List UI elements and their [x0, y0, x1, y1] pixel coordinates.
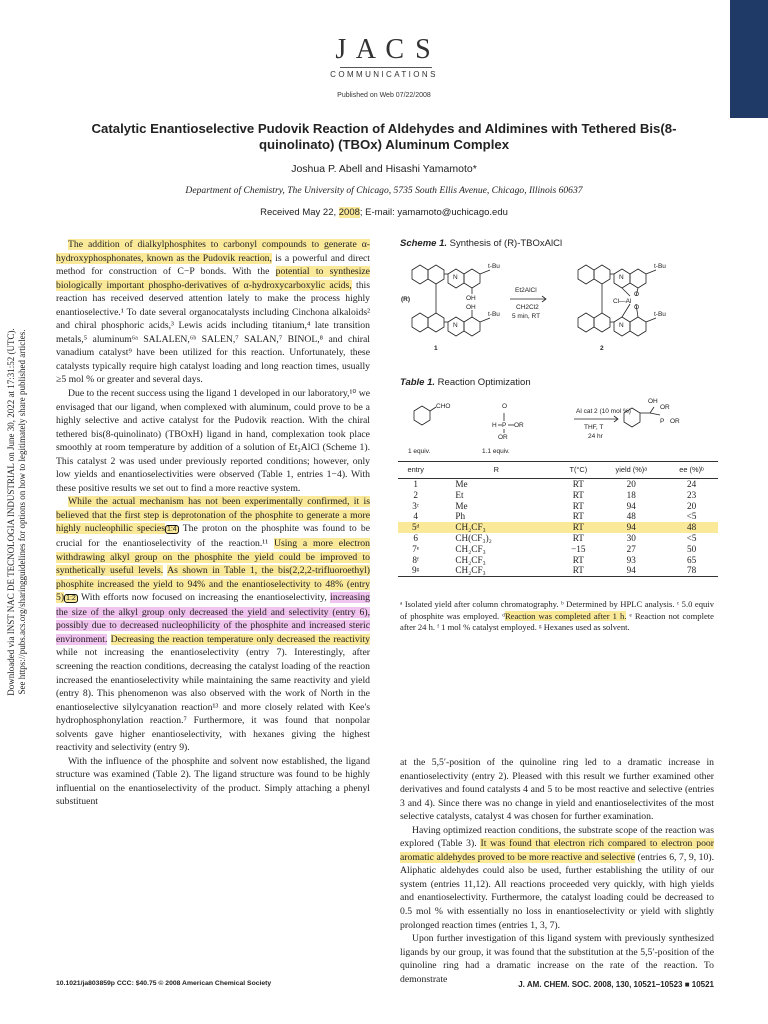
reagent-conditions: 5 min, RT	[512, 313, 541, 320]
cell-r: CH₂CF₃	[455, 554, 486, 565]
highlight-electron-rich: It was found that electron rich compared to electron poor aromatic aldehydes proved to be more reactive and selective	[400, 838, 714, 863]
highlight-intro: The addition of dialkylphosphites to carbonyl compounds to generate α-hydroxyphosphonates, known as the Pudovik reaction,	[56, 239, 370, 264]
annotation-ref-1[interactable]: 1:4	[166, 526, 177, 534]
solvent-conditions: THF, T	[584, 424, 604, 431]
download-notice-line2: See https://pubs.acs.org/sharingguidelines for options on how to legitimately share published articles.	[17, 329, 27, 695]
article-authors: Joshua P. Abell and Hisashi Yamamoto*	[291, 163, 477, 175]
footnote-text: ᵃ Isolated yield after column chromatography. ᵇ Determined by HPLC analysis. ᶜ 5.0 equiv of phosphite was employed. ᵈ	[400, 599, 714, 621]
tbu-label: t-Bu	[488, 311, 500, 318]
text-span: With efforts now focused on increasing the enantioselectivity,	[77, 592, 331, 604]
table-label: Table 1.	[400, 377, 436, 388]
col-yield: yield (%)ᵃ	[597, 462, 665, 479]
p-label: P	[502, 422, 507, 429]
or-label: OR	[498, 434, 508, 441]
download-notice	[2, 292, 32, 732]
paragraph-ligand-structure: With the influence of the phosphite and solvent now established, the ligand structure was examined (Table 2). The ligand structure was found to be highly influential on the enantioselectivity of the product. Simply attaching a phenyl substituent	[56, 755, 370, 808]
cell-r: CH₂CF₃	[433, 522, 559, 533]
cell-yield: 94	[597, 522, 665, 533]
highlight-electron: Using a more electron withdrawing alkyl group on the phosphite the yield could be improved to synthetically useful levels.	[56, 538, 370, 577]
highlight-potential: potential to synthesize biologically important phospho-derivatives of α-hydroxycarboxylic acids,	[56, 266, 370, 291]
cell-yield: 48	[626, 511, 636, 522]
n-label: N	[619, 274, 624, 281]
cell-ee: 65	[686, 554, 697, 565]
reaction-scheme	[398, 393, 718, 455]
cell-yield: 18	[626, 489, 636, 500]
right-column	[400, 756, 714, 986]
table-row	[398, 501, 718, 512]
scheme-title: Synthesis of (R)-TBOxAlCl	[447, 238, 563, 249]
paragraph-intro	[56, 238, 370, 387]
text-span: (entries 6, 7, 9, 10). Aliphatic aldehydes could also be used, further establishing the utility of our system (entries 11,12). All reactions proceeded very quickly, with high yields and enantioselectivity. Furthermore, the catalyst loading could be decreased to 0.5 mol % with essentially no loss in enantioselectivity or yield with slightly prolonged reaction times (entries 1, 3, 7).	[400, 851, 715, 931]
tbu-label: t-Bu	[654, 311, 666, 318]
product-or: OR	[660, 404, 670, 411]
footnote-text: ᵉ Reaction not complete after 24 h. ᶠ 1 mol % catalyst employed. ᵍ Hexanes used as solvent.	[400, 610, 714, 633]
paragraph-substrate-scope	[400, 824, 714, 932]
footer-doi: 10.1021/ja803859p CCC: $40.75 © 2008 American Chemical Society	[56, 980, 272, 987]
cell-ee: 20	[686, 500, 697, 511]
n-label: N	[619, 322, 624, 329]
col-ee: ee (%)ᵇ	[665, 462, 718, 479]
cell-yield: 27	[626, 543, 636, 554]
h-label: H	[492, 422, 497, 429]
download-notice-line1: Downloaded via INST NAC DE TECNOLOGIA INDUSTRIAL on June 30, 2022 at 17:31:52 (UTC).	[6, 328, 16, 696]
highlight-mechanism: While the actual mechanism has not been experimentally confirmed, it is believed that the first step is deprotonation of the phosphite to generate a more highly nucleophilic species	[56, 496, 370, 535]
publication-date: Published on Web 07/22/2008	[337, 92, 431, 99]
table-footnotes	[400, 599, 714, 634]
cell-t: RT	[572, 479, 584, 489]
o-label: O	[634, 304, 640, 311]
cell-entry: 9ᵍ	[398, 565, 433, 576]
tbu-label: t-Bu	[654, 263, 666, 270]
cell-t: RT	[572, 554, 584, 565]
paragraph-further-investigation: Upon further investigation of this ligand system with previously synthesized ligands by our group, it was found that the substitution at the 5,5′-position of the quinoline ring had a dramatic increase on the rate of the reaction. To demonstrate	[400, 933, 714, 985]
tbu-label: t-Bu	[488, 263, 500, 270]
footer-citation: J. AM. CHEM. SOC. 2008, 130, 10521–10523 ■ 10521	[518, 980, 714, 989]
product-or: OR	[670, 418, 680, 425]
table-row	[398, 544, 718, 555]
oh-label: OH	[466, 304, 476, 311]
cell-entry: 4	[413, 511, 418, 522]
article-affiliation: Department of Chemistry, The University of Chicago, 5735 South Ellis Avenue, Chicago, Illinois 60637	[185, 185, 583, 196]
scheme-1-structure	[398, 252, 718, 362]
optimization-table	[398, 461, 718, 577]
n-label: N	[453, 322, 458, 329]
cho-label: CHO	[436, 403, 451, 410]
cell-t: RT	[572, 532, 584, 543]
article-title: Catalytic Enantioselective Pudovik Reaction of Aldehydes and Aldimines with Tethered Bis(8-quinolinato) (TBOx) Aluminum Complex	[91, 121, 677, 152]
catalyst-conditions: Al cat 2 (10 mol %)	[576, 408, 631, 415]
received-prefix: Received May 22,	[260, 207, 339, 218]
table-title: Reaction Optimization	[435, 377, 531, 388]
cell-t: RT	[559, 565, 597, 576]
received-email: ; E-mail: yamamoto@uchicago.edu	[359, 207, 508, 218]
cell-ee: 48	[665, 522, 718, 533]
table-header-row	[398, 462, 718, 479]
cell-entry: 1	[413, 479, 418, 489]
equiv-aldehyde: 1 equiv.	[408, 448, 431, 455]
or-label: OR	[514, 422, 524, 429]
cell-entry: 5ᵈ	[398, 522, 433, 533]
reagent-et2alcl: Et2AlCl	[515, 287, 537, 294]
table-row	[398, 511, 718, 522]
paragraph-ligand: Due to the recent success using the ligand 1 developed in our laboratory,¹⁰ we envisaged that our ligand, when complexed with aluminum, could prove to be a highly selective and active catalyst for the Pudovik reaction. With the chiral tethered bis(8-quinolinato) (TBOxH) ligand in hand, complexation took place smoothly at room temperature by addition of a solution of Et₂AlCl (Scheme 1). This catalyst 2 was used under previously reported conditions; however, only low yields and enantioselectivities were observed (Table 1, entries 1−4). With these positive results we set out to find a more reactive system.	[56, 388, 370, 494]
cell-ee: 78	[665, 565, 718, 576]
col-entry: entry	[398, 462, 433, 479]
cell-r: CH(CF₃)₂	[455, 532, 492, 543]
cell-ee: <5	[686, 532, 697, 543]
cell-yield: 93	[626, 554, 636, 565]
cell-entry: 6	[413, 532, 418, 543]
text-span: is a powerful and direct method for construction of C−P bonds. With the	[56, 252, 370, 278]
cell-t: −15	[571, 543, 586, 554]
equiv-phosphite: 1.1 equiv.	[482, 448, 510, 455]
highlight-temperature: Decreasing the reaction temperature only decreased the reactivity	[110, 633, 370, 645]
text-span: while not increasing the enantioselectivity (entry 7). Interestingly, after screening the reaction conditions, decreasing the catalyst loading of the reaction increased the enantioselectivity while maintaining the same reactivity and yield (entry 8). This phenomenon was also observed with the work of North in the enantioselective silylcyanation reaction¹³ and more closely related with Kee's hydrophosphonylation reaction.⁷ Furthermore, it was found that nonpolar solvents gave higher enantioselectivity, with hexanes giving the highest reactivity and selectivity (entry 9).	[56, 647, 370, 754]
time-conditions: 24 hr	[588, 433, 603, 440]
table-row-highlighted	[398, 522, 718, 533]
cell-ee: 50	[686, 543, 697, 554]
paragraph-substitution: at the 5,5′-position of the quinoline ring led to a dramatic increase in enantioselectivity (entry 2). Pleased with this result we further examined other derivatives and found catalysts 4 and 5 to be most reactive and selective (entries 3 and 4). Since there was no change in yield and enantioselectivites of the most selective catalysts, catalyst 4 was chosen for further examination.	[400, 757, 714, 823]
cell-r: CH₂CF₃	[455, 543, 486, 554]
cell-ee: <5	[686, 511, 697, 522]
scheme-r-label: (R)	[401, 296, 411, 303]
table-row	[398, 490, 718, 501]
n-label: N	[453, 274, 458, 281]
o-label: O	[634, 291, 640, 298]
cell-t: RT	[572, 500, 584, 511]
cell-yield: 94	[626, 500, 636, 511]
journal-subtitle: COMMUNICATIONS	[330, 70, 438, 79]
table-row	[398, 479, 718, 490]
annotation-ref-2[interactable]: 1:2	[66, 595, 76, 603]
received-line	[0, 207, 768, 218]
product-p: P	[660, 418, 665, 425]
cell-t: RT	[559, 522, 597, 533]
product-oh: OH	[648, 398, 658, 405]
cell-yield: 20	[626, 479, 636, 489]
alcl-label: Cl—Al	[613, 298, 632, 305]
paragraph-mechanism	[56, 495, 370, 754]
cell-entry: 7ᵉ	[412, 543, 420, 554]
table-row	[398, 565, 718, 576]
oh-label: OH	[466, 295, 476, 302]
cell-yield: 94	[597, 565, 665, 576]
col-temperature: T(°C)	[559, 462, 597, 479]
highlight-size: increasing the size of the alkyl group only decreased the yield and selectivity (entry 6), possibly due to decreased nucleophilicity of the phosphite and increased steric environment.	[56, 592, 370, 645]
compound-1-label: 1	[434, 345, 438, 352]
text-span: Having optimized reaction conditions, the substrate scope of the reaction was explored (Table 3).	[400, 824, 714, 850]
cell-r: CH₂CF₃	[433, 565, 559, 576]
footnote-highlight: Reaction was completed after 1 h.	[504, 610, 627, 621]
logo-divider	[340, 67, 432, 68]
table-row	[398, 555, 718, 566]
cell-entry: 8ᶠ	[412, 554, 419, 565]
cell-r: Et	[455, 489, 464, 500]
cell-t: RT	[572, 489, 584, 500]
cell-t: RT	[572, 511, 584, 522]
cell-ee: 23	[686, 489, 697, 500]
reagent-solvent: CH2Cl2	[516, 304, 539, 311]
col-r: R	[433, 462, 559, 479]
text-span: The proton on the phosphite was found to be crucial for the enantioselectivity of the reaction.¹¹	[56, 523, 370, 550]
cell-r: Ph	[455, 511, 466, 522]
compound-2-label: 2	[600, 345, 604, 352]
cell-entry: 3ᶜ	[412, 500, 420, 511]
cell-r: Me	[455, 500, 468, 511]
text-span: this reaction has received deserved attention lately to make the process highly enantioselective.¹ To date several organocatalysts including Cinchona alkaloids² and chiral phosphoric acids,³ Lewis acids including titanium,⁴ late transition metals,⁵ aluminum⁶ᵃ SALALEN,⁶ᵇ SALEN,⁷ SALAN,⁷ BINOL,⁸ and chiral vanadium catalyst⁹ have been utilized for this reaction. Unfortunately, these catalysts typically require high catalyst loading and long reaction times, usually ≥5 mol % or greater and several days.	[56, 279, 371, 386]
table-row	[398, 533, 718, 544]
scheme-caption	[400, 238, 562, 249]
scheme-label: Scheme 1.	[400, 238, 447, 249]
journal-logo: J A C S	[335, 34, 433, 65]
cell-ee: 24	[686, 479, 697, 489]
received-year: 2008	[338, 207, 360, 218]
highlight-table-result: As shown in Table 1, the bis(2,2,2-trifluoroethyl) phosphite increased the yield to 94% and the enantioselectivity to 48% (entry 5)	[56, 565, 371, 604]
table-caption	[400, 377, 531, 388]
phosphoryl-o: O	[502, 403, 508, 410]
left-column	[56, 238, 370, 809]
cell-r: Me	[455, 479, 468, 489]
cell-entry: 2	[413, 489, 418, 500]
cell-yield: 30	[626, 532, 636, 543]
